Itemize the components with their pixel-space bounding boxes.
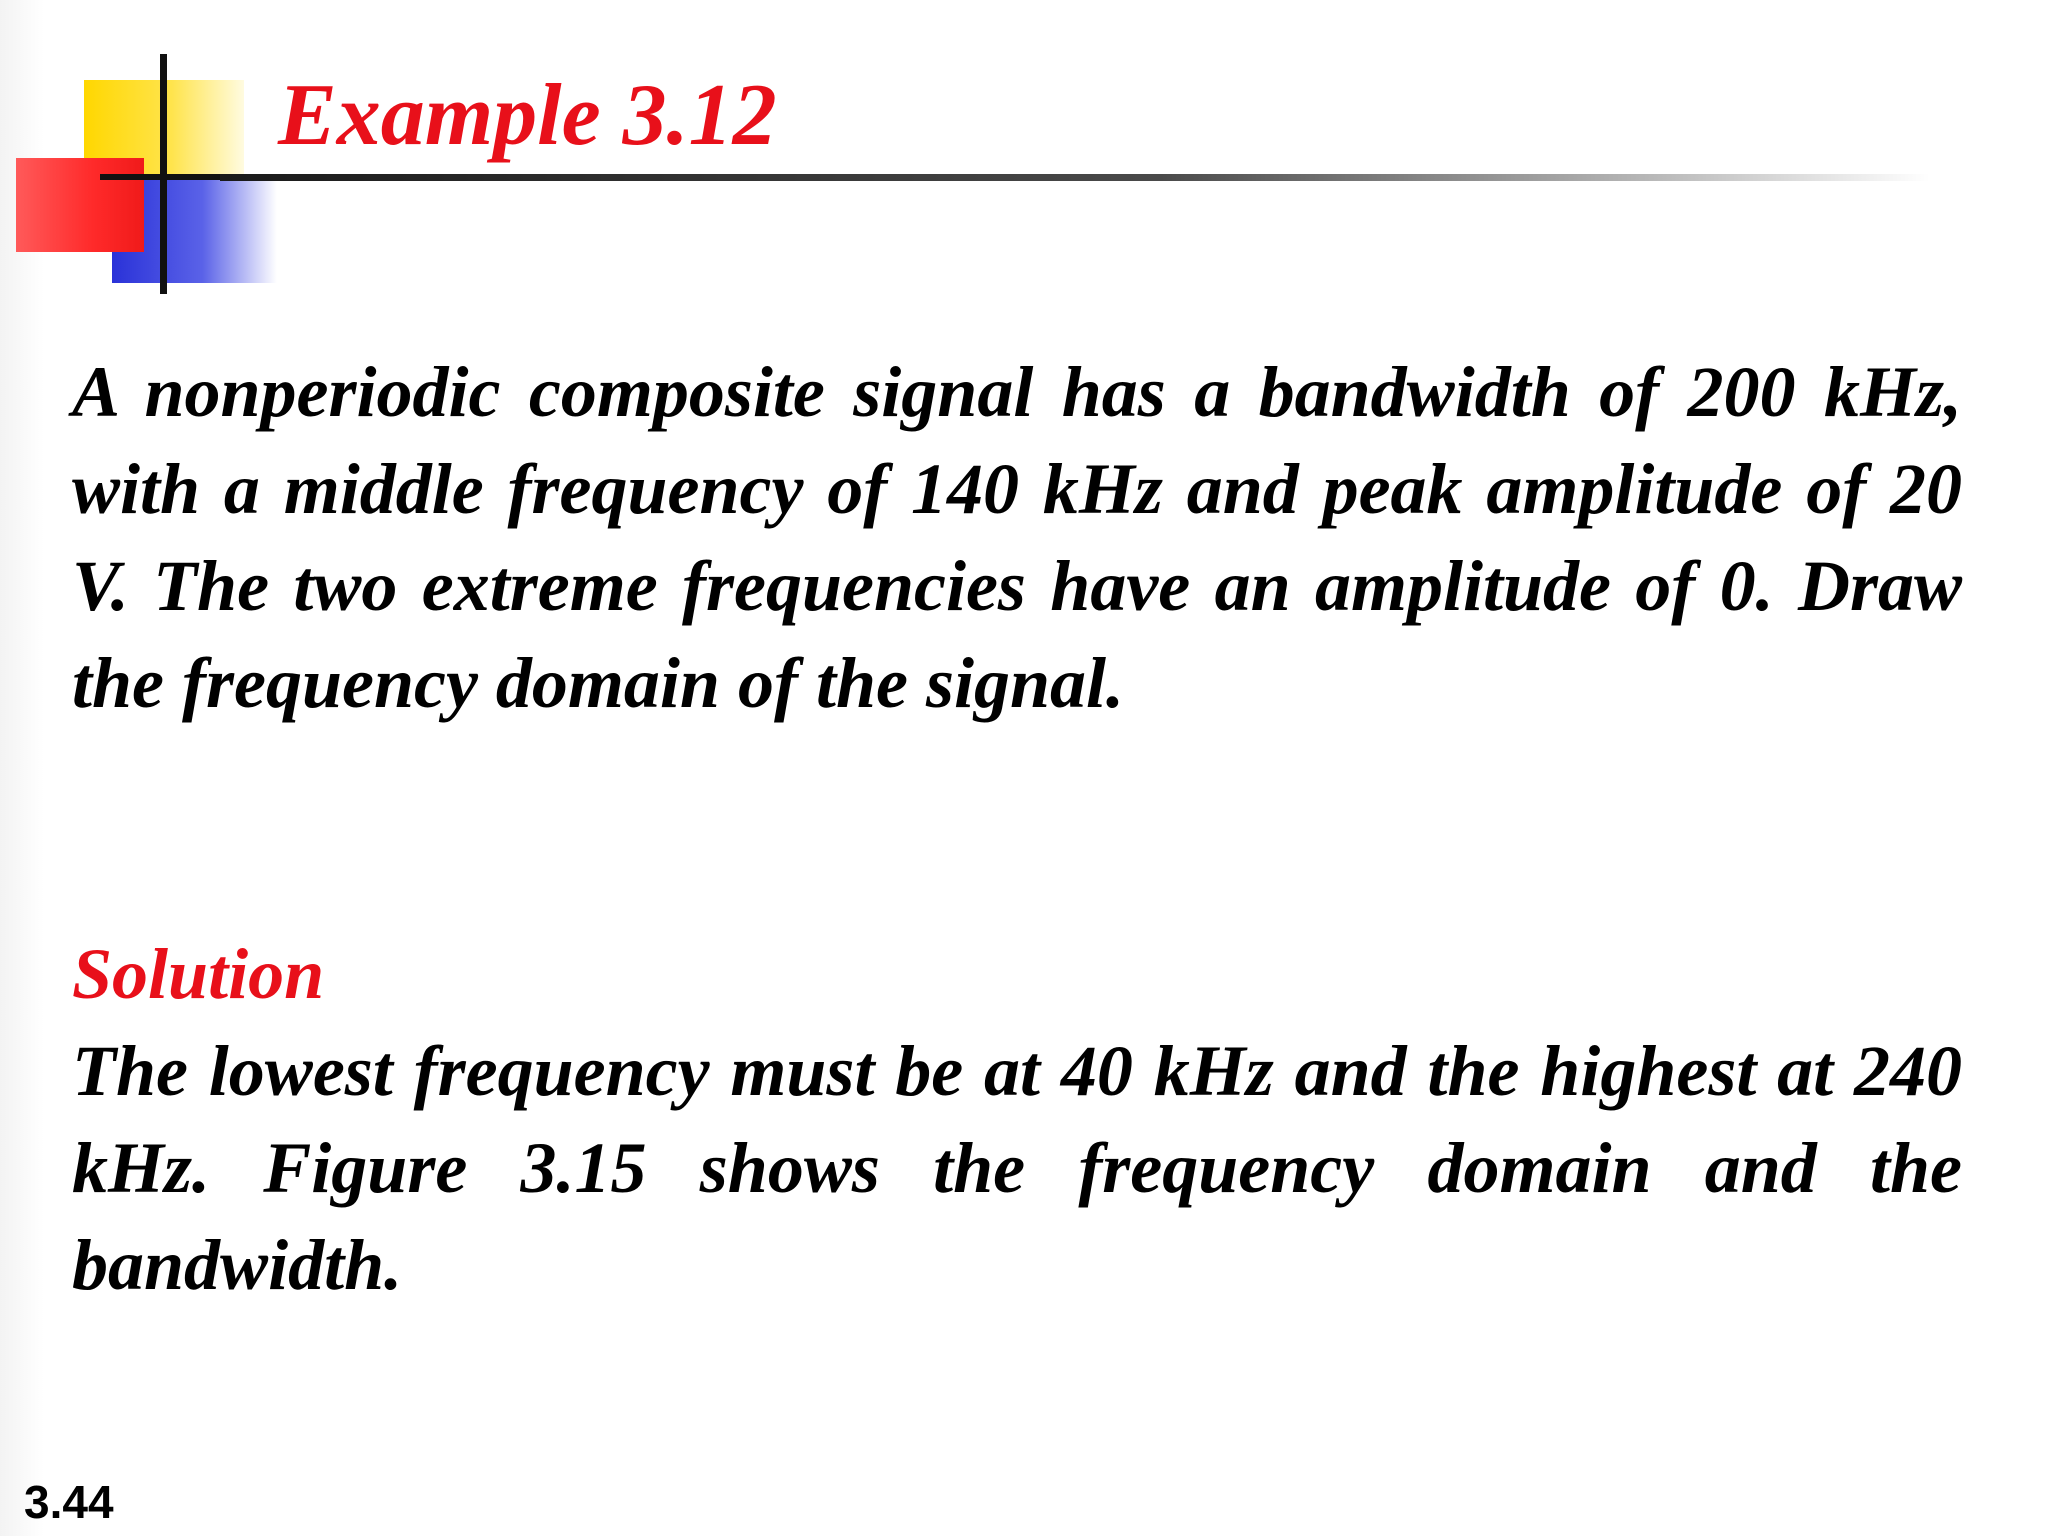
solution-text: The lowest frequency must be at 40 kHz and the highest at 240 kHz. Figure 3.15 shows the frequency domain and the bandwidth. (72, 1031, 1962, 1305)
logo-red-square (16, 158, 144, 252)
logo-horizontal-line (100, 174, 220, 180)
decorative-logo (0, 0, 300, 300)
title-underline-rule (220, 174, 1930, 181)
slide-title: Example 3.12 (278, 67, 777, 164)
solution-heading: Solution (72, 934, 325, 1014)
page-number: 3.44 (24, 1476, 114, 1528)
problem-text: A nonperiodic composite signal has a bandwidth of 200 kHz, with a middle frequency of 140 kHz and peak amplitude of 20 V. The two extreme frequencies have an amplitude of 0. Draw the frequency domain of the signal. (72, 352, 1962, 723)
